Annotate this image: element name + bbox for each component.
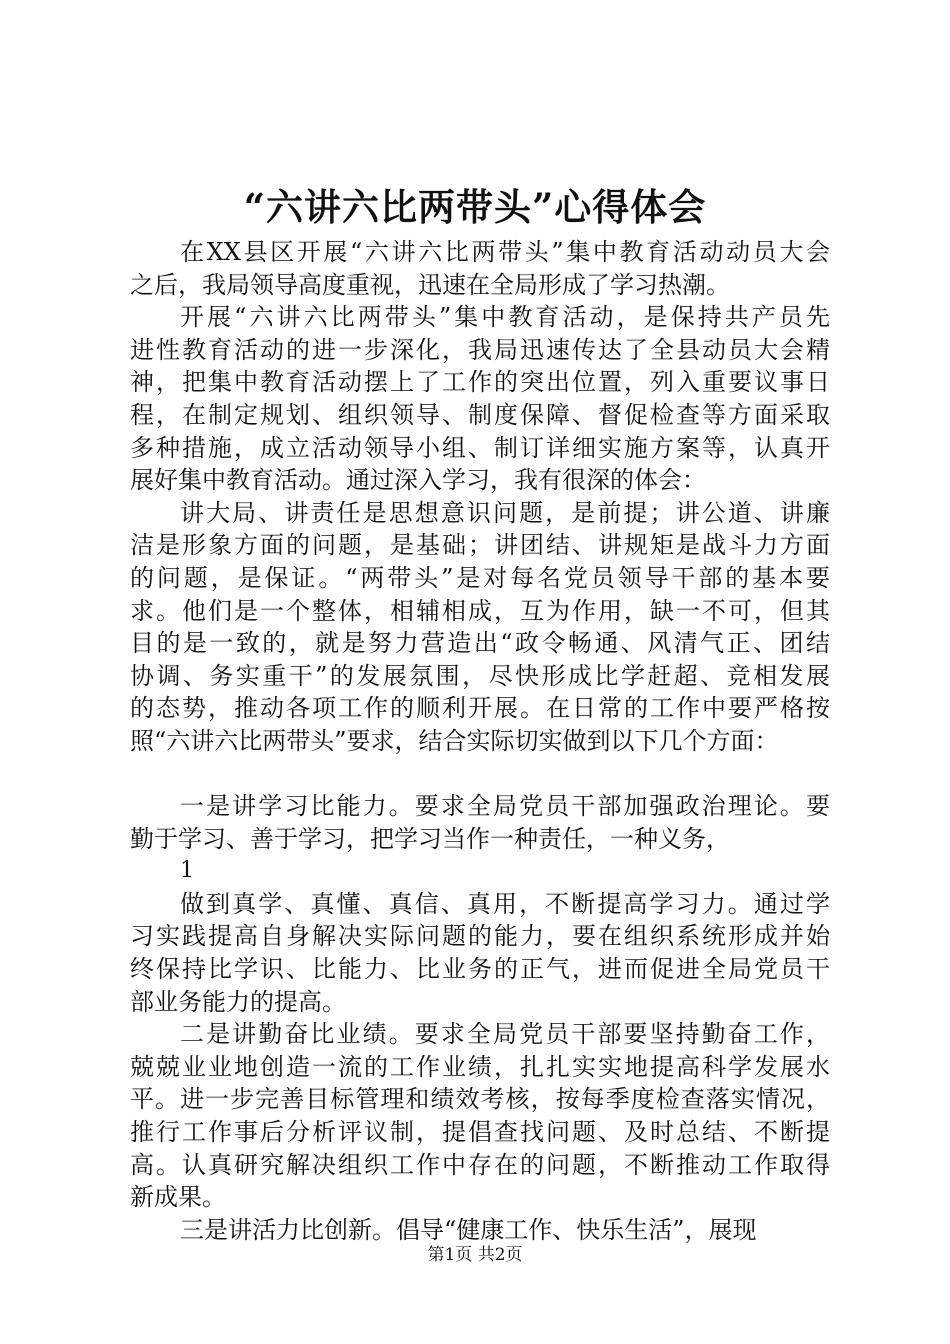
paragraph-first-line: 一是讲学习比能力。要求全局党员干部加强政治理论。要 [180, 792, 830, 821]
paragraph-line: 新成果。 [130, 1183, 226, 1212]
paragraph-line: 进性教育活动的进一步深化，我局迅速传达了全县动员大会精 [130, 335, 830, 364]
paragraph-line: 习实践提高自身解决实际问题的能力，要在组织系统形成并始 [130, 922, 830, 951]
paragraph-line: 展好集中教育活动。通过深入学习，我有很深的体会： [130, 466, 706, 495]
paragraph-line: 目的是一致的，就是努力营造出“政令畅通、风清气正、团结 [130, 629, 830, 658]
paragraph-line: 终保持比学识、比能力、比业务的正气，进而促进全局党员干 [130, 955, 830, 984]
page-footer: 第1页 共2页 [427, 1245, 523, 1265]
paragraph-line: 求。他们是一个整体，相辅相成，互为作用，缺一不可，但其 [130, 596, 830, 625]
paragraph-line: 的问题，是保证。“两带头”是对每名党员领导干部的基本要 [130, 563, 830, 592]
paragraph-line: 神，把集中教育活动摆上了工作的突出位置，列入重要议事日 [130, 368, 830, 397]
paragraph-first-line: 做到真学、真懂、真信、真用，不断提高学习力。通过学 [180, 889, 830, 918]
paragraph-line: 平。进一步完善目标管理和绩效考核，按每季度检查落实情况， [130, 1085, 830, 1114]
document-body [130, 236, 830, 1246]
paragraph-line: 照“六讲六比两带头”要求，结合实际切实做到以下几个方面： [130, 726, 779, 755]
paragraph-line: 之后，我局领导高度重视，迅速在全局形成了学习热潮。 [130, 270, 730, 299]
paragraph-line: 高。认真研究解决组织工作中存在的问题，不断推动工作取得 [130, 1150, 830, 1179]
paragraph-line: 推行工作事后分析评议制，提倡查找问题、及时总结、不断提 [130, 1118, 830, 1147]
page-number-marker: 1 [180, 858, 194, 884]
paragraph-line: 洁是形象方面的问题，是基础；讲团结、讲规矩是战斗力方面 [130, 531, 830, 560]
paragraph-line: 协调、务实重干”的发展氛围，尽快形成比学赶超、竞相发展 [130, 661, 830, 690]
paragraph-first-line: 在XX县区开展“六讲六比两带头”集中教育活动动员大会 [180, 238, 830, 266]
paragraph-line: 程，在制定规划、组织领导、制度保障、督促检查等方面采取 [130, 400, 830, 429]
document-title: “六讲六比两带头”心得体会 [243, 185, 707, 229]
paragraph-line: 兢兢业业地创造一流的工作业绩，扎扎实实地提高科学发展水 [130, 1052, 830, 1081]
paragraph-first-line: 讲大局、讲责任是思想意识问题，是前提；讲公道、讲廉 [180, 498, 830, 527]
paragraph-first-line: 三是讲活力比创新。倡导“健康工作、快乐生活”，展现 [180, 1215, 757, 1244]
paragraph-first-line: 二是讲勤奋比业绩。要求全局党员干部要坚持勤奋工作， [180, 1020, 830, 1049]
paragraph-first-line: 开展“六讲六比两带头”集中教育活动，是保持共产员先 [180, 303, 830, 332]
paragraph-line: 勤于学习、善于学习，把学习当作一种责任，一种义务， [130, 824, 730, 853]
paragraph-line: 部业务能力的提高。 [130, 987, 346, 1016]
paragraph-line: 的态势，推动各项工作的顺利开展。在日常的工作中要严格按 [130, 694, 830, 723]
paragraph-line: 多种措施，成立活动领导小组、制订详细实施方案等，认真开 [130, 433, 830, 462]
blank-line [130, 758, 830, 791]
